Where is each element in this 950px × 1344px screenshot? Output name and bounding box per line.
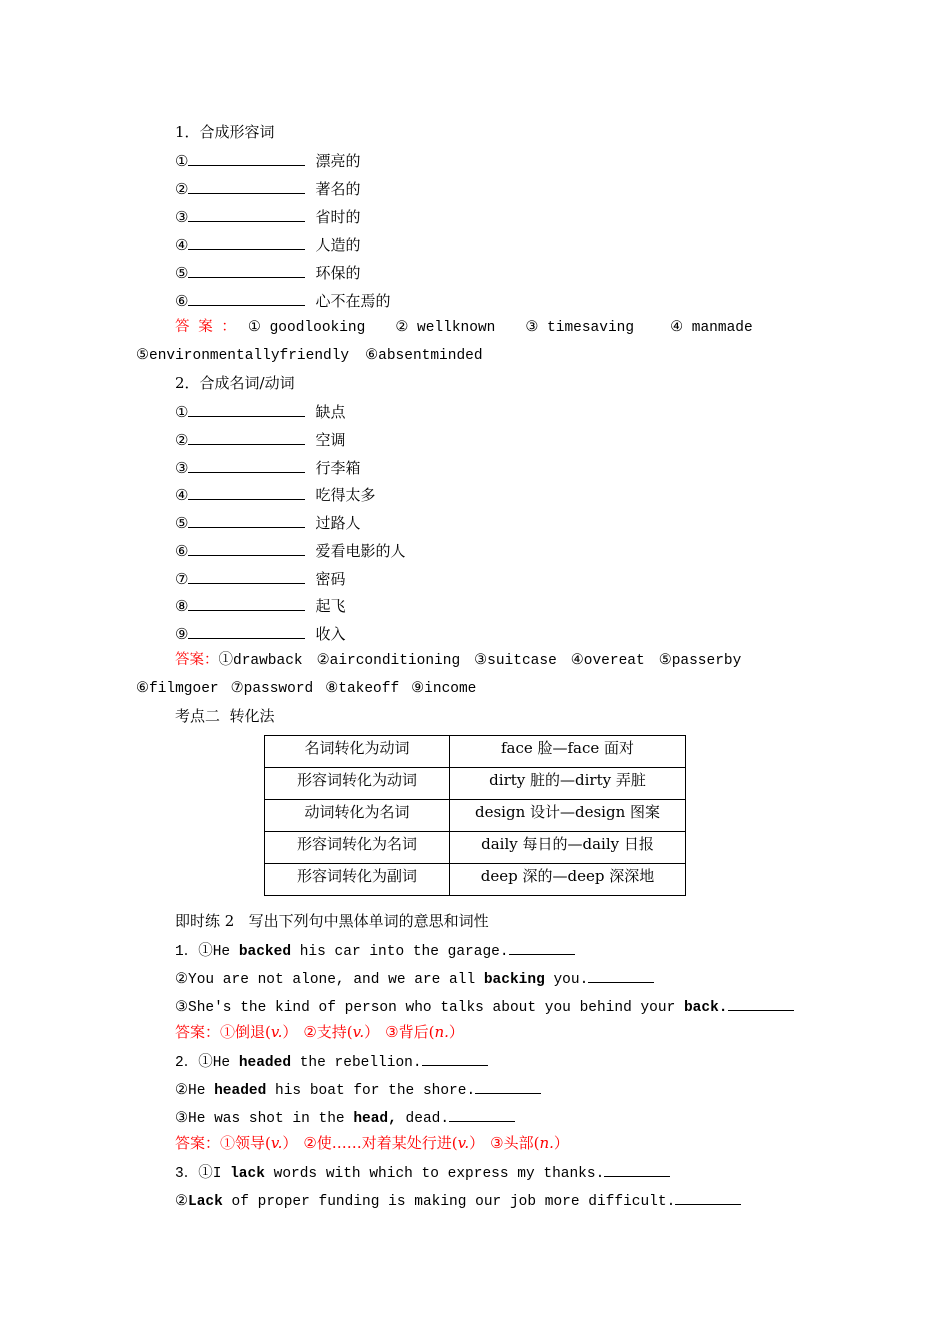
table-cell: dirty 脏的—dirty 弄脏 bbox=[450, 768, 686, 800]
table-cell: 形容词转化为名词 bbox=[265, 832, 450, 864]
answer-blank[interactable] bbox=[604, 1162, 670, 1177]
fill-blank-item: ④ 吃得太多 bbox=[175, 486, 376, 504]
answer-blank[interactable] bbox=[188, 623, 305, 639]
sentence: ②Lack of proper funding is making our job more difficult. bbox=[175, 1190, 741, 1212]
conversion-table bbox=[264, 735, 686, 896]
answer-blank[interactable] bbox=[188, 150, 305, 166]
fill-blank-item: ② 空调 bbox=[175, 431, 346, 449]
fill-blank-item: ⑨ 收入 bbox=[175, 625, 346, 643]
fill-blank-item: ⑧ 起飞 bbox=[175, 597, 346, 615]
answer-blank[interactable] bbox=[188, 568, 305, 584]
answer-blank[interactable] bbox=[188, 262, 305, 278]
sentence: ②You are not alone, and we are all backing you. bbox=[175, 968, 654, 990]
table-row bbox=[265, 832, 686, 864]
table-cell: daily 每日的—daily 日报 bbox=[450, 832, 686, 864]
sentence: ③He was shot in the head, dead. bbox=[175, 1107, 515, 1129]
section3-heading: 考点二 转化法 bbox=[175, 707, 275, 725]
table-cell: face 脸—face 面对 bbox=[450, 736, 686, 768]
fill-blank-item: ⑤ 环保的 bbox=[175, 264, 361, 282]
table-cell: 动词转化为名词 bbox=[265, 800, 450, 832]
answer-label: 答 案 ： bbox=[175, 320, 236, 336]
fill-blank-item: ① 缺点 bbox=[175, 403, 346, 421]
answer-blank[interactable] bbox=[188, 178, 305, 194]
table-cell: design 设计—design 图案 bbox=[450, 800, 686, 832]
table-cell: 形容词转化为副词 bbox=[265, 864, 450, 896]
answer-line: ⑥filmgoer ⑦password ⑧takeoff ⑨income bbox=[136, 681, 477, 697]
answer-blank[interactable] bbox=[422, 1051, 488, 1066]
table-row bbox=[265, 864, 686, 896]
section2-heading: 2．合成名词/动词 bbox=[175, 374, 295, 392]
answer-line: ⑤environmentallyfriendly ⑥absentminded bbox=[136, 348, 483, 364]
answer-label: 答案： bbox=[175, 653, 219, 669]
sentence: ③She's the kind of person who talks about you behind your back. bbox=[175, 996, 794, 1018]
answer-line: 答案：①倒退(v.） ②支持(v.） ③背后(n.） bbox=[175, 1023, 464, 1041]
fill-blank-item: ① 漂亮的 bbox=[175, 152, 361, 170]
answer-blank[interactable] bbox=[188, 595, 305, 611]
answer-blank[interactable] bbox=[188, 484, 305, 500]
answer-blank[interactable] bbox=[188, 206, 305, 222]
fill-blank-item: ⑤ 过路人 bbox=[175, 514, 361, 532]
answer-blank[interactable] bbox=[188, 429, 305, 445]
answer-blank[interactable] bbox=[509, 940, 575, 955]
answer-label: 答案： bbox=[175, 1134, 221, 1152]
answer-blank[interactable] bbox=[188, 234, 305, 250]
fill-blank-item: ③ 行李箱 bbox=[175, 459, 361, 477]
fill-blank-item: ⑥ 心不在焉的 bbox=[175, 292, 391, 310]
table-row bbox=[265, 800, 686, 832]
fill-blank-item: ④ 人造的 bbox=[175, 236, 361, 254]
sentence: ②He headed his boat for the shore. bbox=[175, 1079, 541, 1101]
table-cell: 形容词转化为动词 bbox=[265, 768, 450, 800]
answer-blank[interactable] bbox=[188, 457, 305, 473]
fill-blank-item: ⑦ 密码 bbox=[175, 570, 346, 588]
sentence: 1．①He backed his car into the garage. bbox=[175, 940, 575, 962]
answer-blank[interactable] bbox=[728, 996, 794, 1011]
answer-blank[interactable] bbox=[475, 1079, 541, 1094]
section1-heading: 1．合成形容词 bbox=[175, 123, 275, 141]
answer-blank[interactable] bbox=[188, 512, 305, 528]
answer-line: 答 案 ： ① goodlooking ② wellknown ③ timesaving ④ manmade bbox=[175, 320, 753, 336]
table-cell: deep 深的—deep 深深地 bbox=[450, 864, 686, 896]
answer-blank[interactable] bbox=[588, 968, 654, 983]
answer-blank[interactable] bbox=[449, 1107, 515, 1122]
fill-blank-item: ⑥ 爱看电影的人 bbox=[175, 542, 406, 560]
answer-blank[interactable] bbox=[188, 290, 305, 306]
answer-blank[interactable] bbox=[675, 1190, 741, 1205]
sentence: 2．①He headed the rebellion. bbox=[175, 1051, 488, 1073]
exercise-heading: 即时练 2 写出下列句中黑体单词的意思和词性 bbox=[175, 912, 489, 930]
answer-line: 答案：①领导(v.） ②使……对着某处行进(v.） ③头部(n.） bbox=[175, 1134, 569, 1152]
table-row bbox=[265, 736, 686, 768]
sentence: 3．①I lack words with which to express my thanks. bbox=[175, 1162, 670, 1184]
answer-blank[interactable] bbox=[188, 540, 305, 556]
answer-line: 答案：①drawback ②airconditioning ③suitcase ④overeat ⑤passerby bbox=[175, 653, 742, 669]
fill-blank-item: ③ 省时的 bbox=[175, 208, 361, 226]
table-cell: 名词转化为动词 bbox=[265, 736, 450, 768]
fill-blank-item: ② 著名的 bbox=[175, 180, 361, 198]
table-row bbox=[265, 768, 686, 800]
answer-blank[interactable] bbox=[188, 401, 305, 417]
answer-label: 答案： bbox=[175, 1023, 221, 1041]
